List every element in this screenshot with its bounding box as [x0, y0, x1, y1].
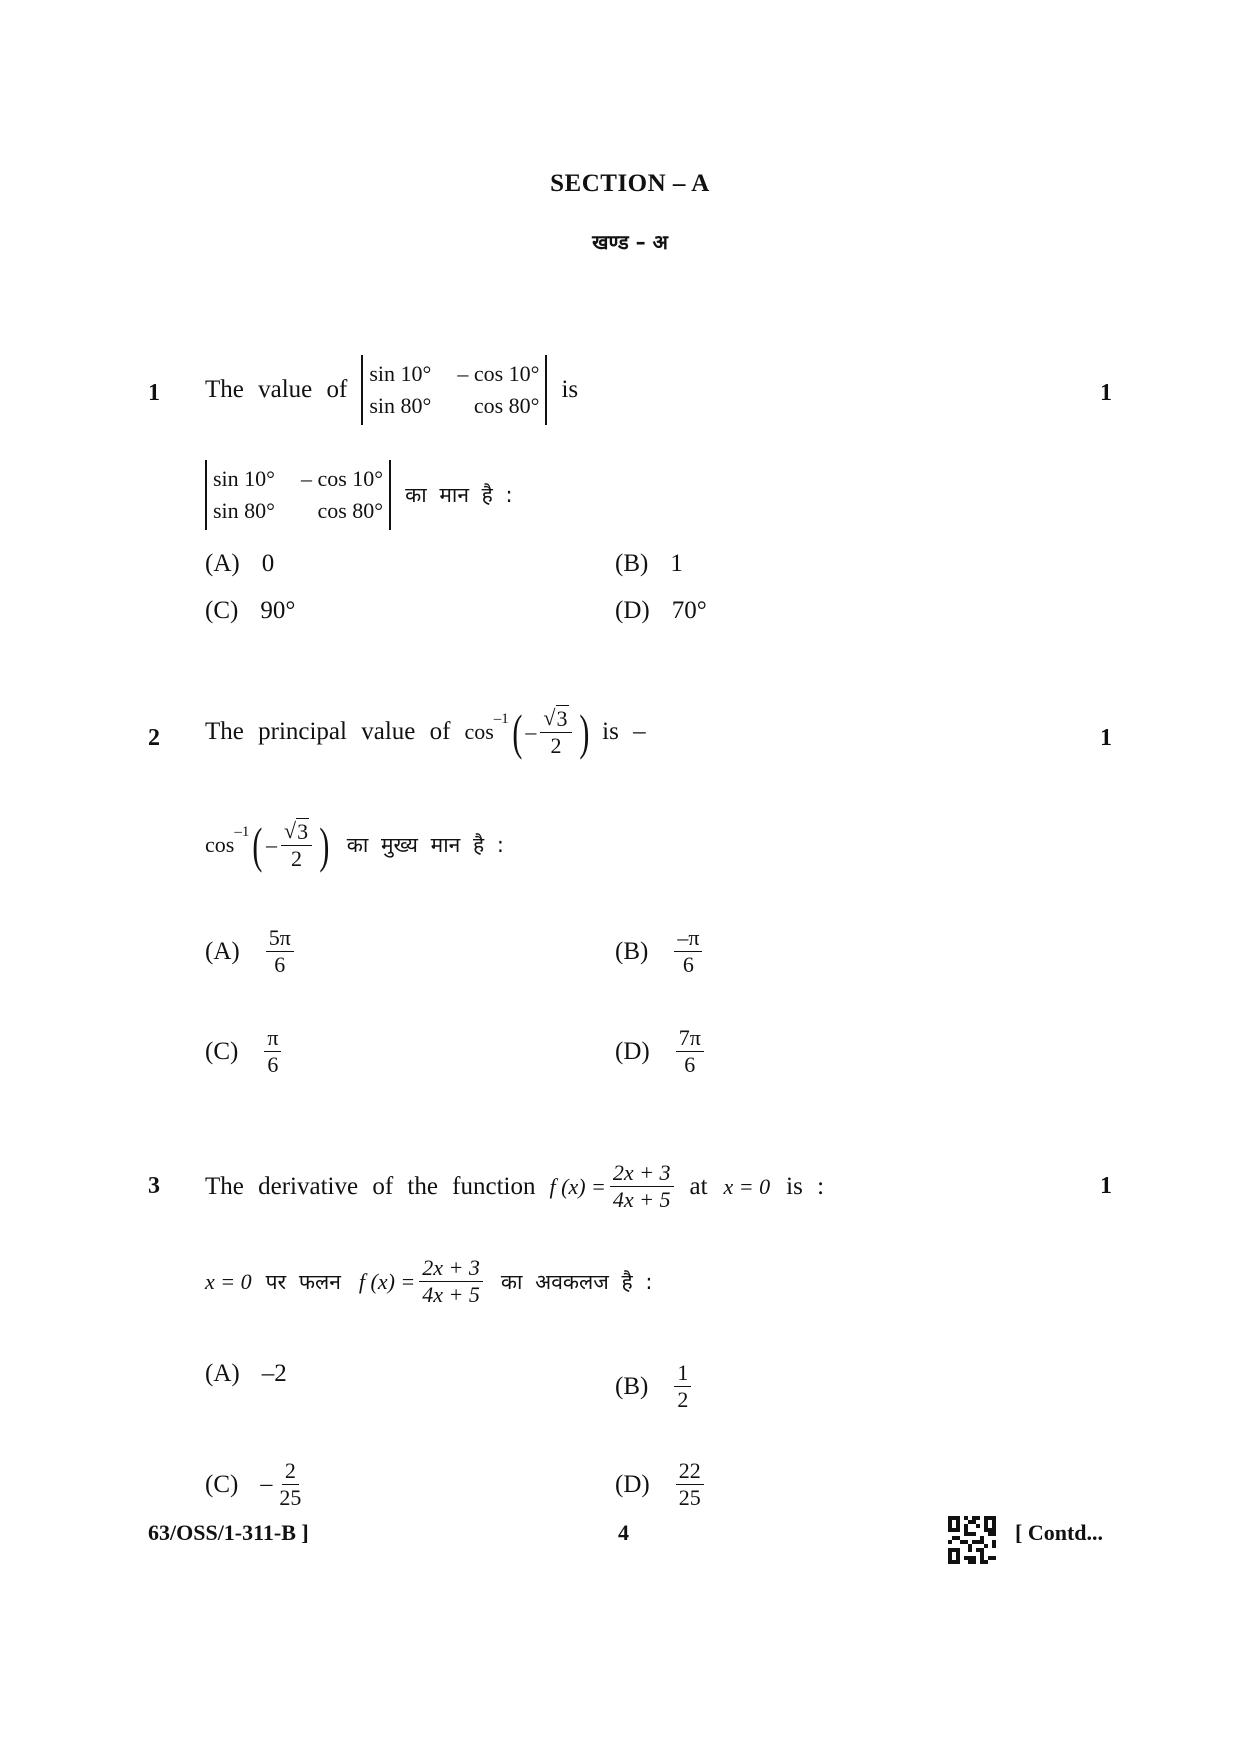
- question-1-hindi-suffix: का मान है :: [405, 483, 513, 507]
- q1-option-c[interactable]: (C) 90°: [205, 597, 296, 624]
- question-2-number: 2: [148, 725, 160, 751]
- inverse-cos-expression-hindi: cos $^{-1}$ ( – √ 3 2 ): [205, 817, 330, 873]
- question-3-marks: 1: [1100, 1173, 1112, 1199]
- question-3-english: [205, 1160, 824, 1213]
- question-3-suffix: is :: [786, 1172, 825, 1200]
- question-1-english: [205, 355, 578, 425]
- function-expression: f (x) = $\frac{2x + 3}{4x + 5}$: [550, 1160, 678, 1213]
- question-3-prefix: The derivative of the function: [205, 1172, 536, 1200]
- question-1-hindi: [205, 460, 513, 530]
- function-expression-hindi: f (x) = $\frac{2x + 3}{4x + 5}$: [359, 1255, 487, 1308]
- question-1-marks: 1: [1100, 380, 1112, 406]
- q2-option-b[interactable]: (B) $\frac{-\pi}{6}$: [615, 925, 706, 978]
- det-cell: sin 10°: [369, 361, 432, 386]
- question-2-english: [205, 705, 646, 759]
- question-3-number: 3: [148, 1173, 160, 1199]
- det-cell: cos 80°: [473, 393, 540, 418]
- section-subtitle-hindi: खण्ड – अ: [592, 230, 668, 254]
- q2-option-c[interactable]: (C) $\frac{\pi}{6}$: [205, 1025, 285, 1078]
- qr-code-icon: [948, 1516, 996, 1564]
- det-cell: sin 10°: [213, 466, 275, 491]
- det-cell: – cos 10°: [300, 466, 384, 491]
- det-cell: sin 80°: [213, 498, 275, 523]
- question-2-hindi-suffix: का मुख्य मान है :: [346, 833, 504, 857]
- q1-option-b[interactable]: (B) 1: [615, 550, 683, 577]
- q2-option-a[interactable]: (A) $\frac{5\pi}{6}$: [205, 925, 298, 978]
- q3-option-a[interactable]: (A) –2: [205, 1360, 287, 1387]
- paper-code: 63/OSS/1-311-B ]: [148, 1520, 309, 1545]
- question-1-determinant-hindi: [205, 460, 391, 530]
- question-1-prefix: The value of: [205, 376, 348, 403]
- question-2-suffix: is –: [602, 718, 646, 745]
- question-3-hindi-suffix: का अवकलज है :: [500, 1269, 653, 1294]
- question-3-mid: at: [689, 1172, 708, 1200]
- det-cell: – cos 10°: [457, 361, 540, 386]
- question-3-point: x = 0: [723, 1173, 771, 1199]
- question-3-hindi-mid: पर फलन: [265, 1269, 341, 1294]
- question-1-number: 1: [148, 380, 160, 406]
- q1-option-d[interactable]: (D) 70°: [615, 597, 707, 624]
- q3-option-c[interactable]: (C) – $\frac{2}{25}$: [205, 1458, 302, 1510]
- q3-option-d[interactable]: (D) $\frac{22}{25}$: [615, 1458, 708, 1511]
- q3-option-b[interactable]: (B) $\frac{1}{2}$: [615, 1360, 695, 1413]
- question-1-suffix: is: [561, 376, 579, 403]
- q2-option-d[interactable]: (D) $\frac{7\pi}{6}$: [615, 1025, 708, 1078]
- continued-note: [ Contd...: [1015, 1520, 1104, 1545]
- section-title: SECTION – A: [550, 170, 710, 197]
- question-2-prefix: The principal value of: [205, 718, 451, 745]
- page-number: 4: [618, 1520, 629, 1545]
- q1-option-a[interactable]: (A) 0: [205, 550, 275, 577]
- question-2-hindi: [205, 818, 504, 872]
- det-cell: cos 80°: [317, 498, 384, 523]
- question-1-determinant: [361, 355, 547, 425]
- question-2-marks: 1: [1100, 725, 1112, 751]
- inverse-cos-expression: cos $^{-1}$ ( – √ 3 2 ): [464, 704, 589, 760]
- det-cell: sin 80°: [369, 393, 432, 418]
- question-3-hindi: [205, 1255, 652, 1308]
- question-3-hindi-point: x = 0: [205, 1268, 252, 1294]
